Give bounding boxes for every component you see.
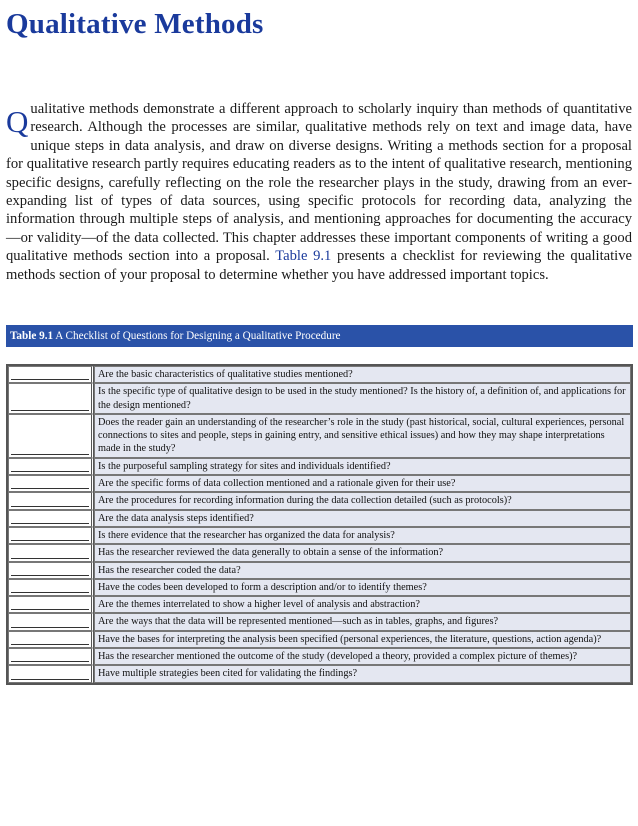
checkbox-blank-line[interactable]: [8, 492, 94, 509]
checklist-row: [8, 510, 631, 527]
checklist-row: [8, 527, 631, 544]
checklist-question-cell: [94, 475, 631, 492]
checkbox-blank-line[interactable]: [8, 631, 94, 648]
checklist-question: Is there evidence that the researcher has organized the data for analysis?: [98, 529, 395, 541]
checklist-question-cell: [94, 414, 631, 458]
blank-line: [11, 470, 89, 472]
blank-line: [11, 557, 89, 559]
table-reference-link[interactable]: Table 9.1: [275, 248, 332, 265]
blank-line: [11, 660, 89, 662]
blank-line: [11, 574, 89, 576]
checkbox-blank-line[interactable]: [8, 510, 94, 527]
checklist-question: Are the data analysis steps identified?: [98, 512, 254, 524]
checkbox-blank-line[interactable]: [8, 458, 94, 475]
checklist-question: Has the researcher reviewed the data generally to obtain a sense of the information?: [98, 547, 444, 559]
intro-text: ualitative methods demonstrate a different approach to scholarly inquiry than methods of quantitative research. Although the processes are similar, qualitative methods rely on text and image data, have unique steps in data analysis, and draw on diverse designs. Writing a methods section for a proposal for qualitative research partly requires educating readers as to the intent of qualitative research, mentioning specific designs, carefully reflecting on the role the researcher plays in the study, drawing from an ever-expanding list of types of data sources, using specific protocols for recording data, analyzing the information through multiple steps of analysis, and mentioning approaches for documenting the accuracy—or validity—of the data collected. This chapter addresses these important components of writing a good qualitative methods section into a proposal.: [6, 101, 632, 265]
checkbox-blank-line[interactable]: [8, 544, 94, 561]
checklist-question: Are the specific forms of data collection mentioned and a rationale given for their use?: [98, 478, 456, 490]
checklist-row: [8, 665, 631, 682]
checklist-question-cell: [94, 648, 631, 665]
blank-line: [11, 591, 89, 593]
checklist-question: Have the bases for interpreting the analysis been specified (personal experiences, the literature, questions, action agenda)?: [98, 633, 602, 645]
checkbox-blank-line[interactable]: [8, 527, 94, 544]
checkbox-blank-line[interactable]: [8, 414, 94, 458]
checklist-question-cell: [94, 579, 631, 596]
blank-line: [11, 522, 89, 524]
checkbox-blank-line[interactable]: [8, 383, 94, 414]
blank-line: [11, 378, 89, 380]
checklist-question-cell: [94, 613, 631, 630]
checklist-grid: [6, 364, 633, 685]
checklist-question-cell: [94, 562, 631, 579]
checklist-row: [8, 458, 631, 475]
checkbox-blank-line[interactable]: [8, 665, 94, 682]
checklist-question-cell: [94, 527, 631, 544]
checklist-row: [8, 562, 631, 579]
checklist-question: Has the researcher mentioned the outcome of the study (developed a theory, provided a complex picture of themes)?: [98, 651, 578, 663]
checklist-row: [8, 544, 631, 561]
checklist-question: Are the themes interrelated to show a higher level of analysis and abstraction?: [98, 599, 420, 611]
blank-line: [11, 539, 89, 541]
checklist-question: Does the reader gain an understanding of the researcher’s role in the study (past historical, social, cultural experiences, personal connections to sites and people, steps in gaining entry, and sensitive ethical issues) and how they may shape interpretations made in the study?: [98, 416, 625, 455]
checklist-table: [6, 325, 633, 685]
checklist-question-cell: [94, 492, 631, 509]
checklist-question-cell: [94, 596, 631, 613]
checklist-question: Are the procedures for recording information during the data collection detailed (such as protocols)?: [98, 495, 512, 507]
checklist-question: Are the basic characteristics of qualitative studies mentioned?: [98, 369, 353, 380]
checklist-row: [8, 414, 631, 458]
checklist-question: Is the purposeful sampling strategy for sites and individuals identified?: [98, 460, 391, 472]
checkbox-blank-line[interactable]: [8, 366, 94, 383]
checkbox-blank-line[interactable]: [8, 648, 94, 665]
blank-line: [11, 643, 89, 645]
checkbox-blank-line[interactable]: [8, 562, 94, 579]
table-caption-label: Table 9.1: [10, 330, 54, 342]
checklist-question: Is the specific type of qualitative design to be used in the study mentioned? Is the history of, a definition of, and applications for the design mentioned?: [98, 386, 626, 411]
checklist-question: Are the ways that the data will be represented mentioned—such as in tables, graphs, and figures?: [98, 616, 499, 628]
checklist-question-cell: [94, 366, 631, 383]
checklist-row: [8, 631, 631, 648]
checklist-question-cell: [94, 631, 631, 648]
intro-paragraph: [6, 100, 632, 284]
checkbox-blank-line[interactable]: [8, 596, 94, 613]
checklist-question: Have the codes been developed to form a description and/or to identify themes?: [98, 581, 427, 593]
blank-line: [11, 487, 89, 489]
checklist-question-cell: [94, 383, 631, 414]
checkbox-blank-line[interactable]: [8, 613, 94, 630]
checklist-question-cell: [94, 458, 631, 475]
checklist-row: [8, 366, 631, 383]
checklist-row: [8, 383, 631, 414]
checklist-question-cell: [94, 544, 631, 561]
checkbox-blank-line[interactable]: [8, 579, 94, 596]
checklist-question-cell: [94, 510, 631, 527]
checklist-question: Have multiple strategies been cited for validating the findings?: [98, 668, 358, 680]
checklist-row: [8, 492, 631, 509]
checklist-row: [8, 613, 631, 630]
table-caption: [6, 325, 633, 347]
drop-cap: Q: [6, 104, 29, 139]
page-title: Qualitative Methods: [6, 8, 264, 40]
blank-line: [11, 626, 89, 628]
table-caption-text: A Checklist of Questions for Designing a Qualitative Procedure: [53, 330, 341, 342]
blank-line: [11, 505, 89, 507]
checklist-row: [8, 579, 631, 596]
checklist-question: Has the researcher coded the data?: [98, 564, 241, 576]
checklist-row: [8, 475, 631, 492]
checklist-question-cell: [94, 665, 631, 682]
checklist-row: [8, 648, 631, 665]
blank-line: [11, 678, 89, 680]
intro-text-end: presents a checklist for reviewing the qualitative methods section of your proposal to determine whether you have addressed important topics.: [6, 248, 633, 283]
blank-line: [11, 409, 89, 411]
checklist-row: [8, 596, 631, 613]
blank-line: [11, 608, 89, 610]
blank-line: [11, 453, 89, 455]
checkbox-blank-line[interactable]: [8, 475, 94, 492]
